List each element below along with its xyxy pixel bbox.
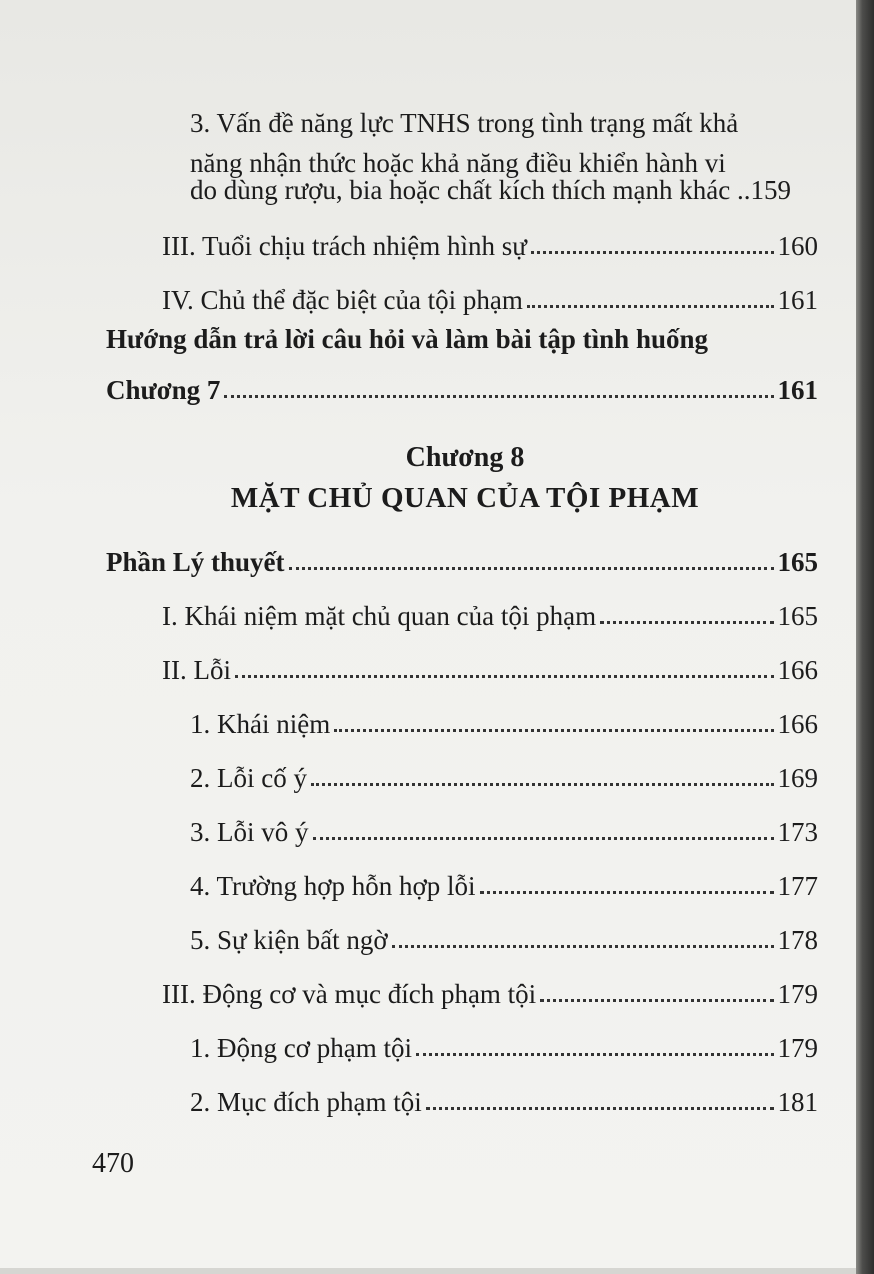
- toc-entry-label: I. Khái niệm mặt chủ quan của tội phạm: [162, 601, 597, 631]
- toc-guide-line2: [106, 364, 818, 404]
- toc-section-iv-title: IV. Chủ thể đặc biệt của tội phạm: [162, 285, 523, 315]
- dot-leader: [600, 621, 773, 624]
- toc-entry-page: 166: [777, 655, 818, 685]
- dot-leader: [334, 729, 773, 732]
- toc-section-i: [162, 590, 818, 630]
- dot-leader: [527, 305, 774, 308]
- toc-section-iv-page: 161: [777, 285, 818, 315]
- toc-entry-label: Phần Lý thuyết: [106, 547, 285, 577]
- toc-entry-label: 1. Động cơ phạm tội: [190, 1033, 412, 1063]
- dot-leader: [289, 567, 774, 570]
- dot-leader: [426, 1107, 774, 1110]
- toc-item-3-line3: [190, 164, 818, 204]
- toc-guide-line2-text: Chương 7: [106, 375, 221, 405]
- toc-entry-label: III. Động cơ và mục đích phạm tội: [162, 979, 537, 1009]
- toc-item-3-line3-text: do dùng rượu, bia hoặc chất kích thích mạnh khác ..: [190, 175, 751, 205]
- toc-guide-line1: Hướng dẫn trả lời câu hỏi và làm bài tập tình huống: [106, 324, 708, 354]
- toc-entry-page: 173: [777, 817, 818, 847]
- chapter-title: MẶT CHỦ QUAN CỦA TỘI PHẠM: [230, 482, 700, 514]
- dot-leader: [311, 783, 774, 786]
- toc-section-iii: [162, 220, 818, 260]
- toc-subitem-motive: [190, 1022, 818, 1062]
- toc-item-3-page: 159: [750, 175, 792, 205]
- toc-item-3-line2: năng nhận thức hoặc khả năng điều khiển hành vi: [190, 148, 726, 178]
- toc-subitem-1: [190, 698, 818, 738]
- toc-guide-page: 161: [777, 375, 818, 405]
- toc-entry-page: 178: [777, 925, 818, 955]
- toc-subitem-2: [190, 752, 818, 792]
- dot-leader: [416, 1053, 774, 1056]
- toc-part-theory: [106, 536, 818, 576]
- toc-entry-page: 179: [777, 1033, 818, 1063]
- dot-leader: [540, 999, 773, 1002]
- toc-entry-page: 169: [777, 763, 818, 793]
- toc-entry-page: 165: [777, 547, 818, 577]
- toc-subitem-4: [190, 860, 818, 900]
- toc-item-3-line1: 3. Vấn đề năng lực TNHS trong tình trạng mất khả: [190, 108, 739, 138]
- toc-section-iii-title: III. Tuổi chịu trách nhiệm hình sự: [162, 231, 527, 261]
- toc-subitem-purpose: [190, 1076, 818, 1116]
- toc-entry-label: 5. Sự kiện bất ngờ: [190, 925, 388, 955]
- toc-entry-page: 165: [777, 601, 818, 631]
- book-edge-shadow: [856, 0, 874, 1274]
- toc-entry-label: 3. Lỗi vô ý: [190, 817, 309, 847]
- dot-leader: [313, 837, 774, 840]
- chapter-number: Chương 8: [405, 442, 525, 473]
- toc-section-iv: [162, 274, 818, 314]
- dot-leader: [531, 251, 774, 254]
- toc-entry-label: 2. Lỗi cố ý: [190, 763, 307, 793]
- page-number: 470: [92, 1148, 134, 1179]
- toc-entry-page: 181: [777, 1087, 818, 1117]
- toc-subitem-5: [190, 914, 818, 954]
- toc-entry-page: 166: [777, 709, 818, 739]
- toc-subitem-3: [190, 806, 818, 846]
- dot-leader: [224, 395, 773, 398]
- toc-section-ii: [162, 644, 818, 684]
- dot-leader: [392, 945, 774, 948]
- toc-entry-label: 4. Trường hợp hỗn hợp lỗi: [190, 871, 476, 901]
- toc-entry-page: 179: [777, 979, 818, 1009]
- dot-leader: [480, 891, 774, 894]
- toc-entry-page: 177: [777, 871, 818, 901]
- toc-section-iii-page: 160: [777, 231, 818, 261]
- toc-section-iii-motive: [162, 968, 818, 1008]
- page-bottom-edge: [0, 1268, 856, 1274]
- toc-entry-label: II. Lỗi: [162, 655, 231, 685]
- toc-entry-label: 1. Khái niệm: [190, 709, 331, 739]
- toc-entry-label: 2. Mục đích phạm tội: [190, 1087, 422, 1117]
- dot-leader: [235, 675, 774, 678]
